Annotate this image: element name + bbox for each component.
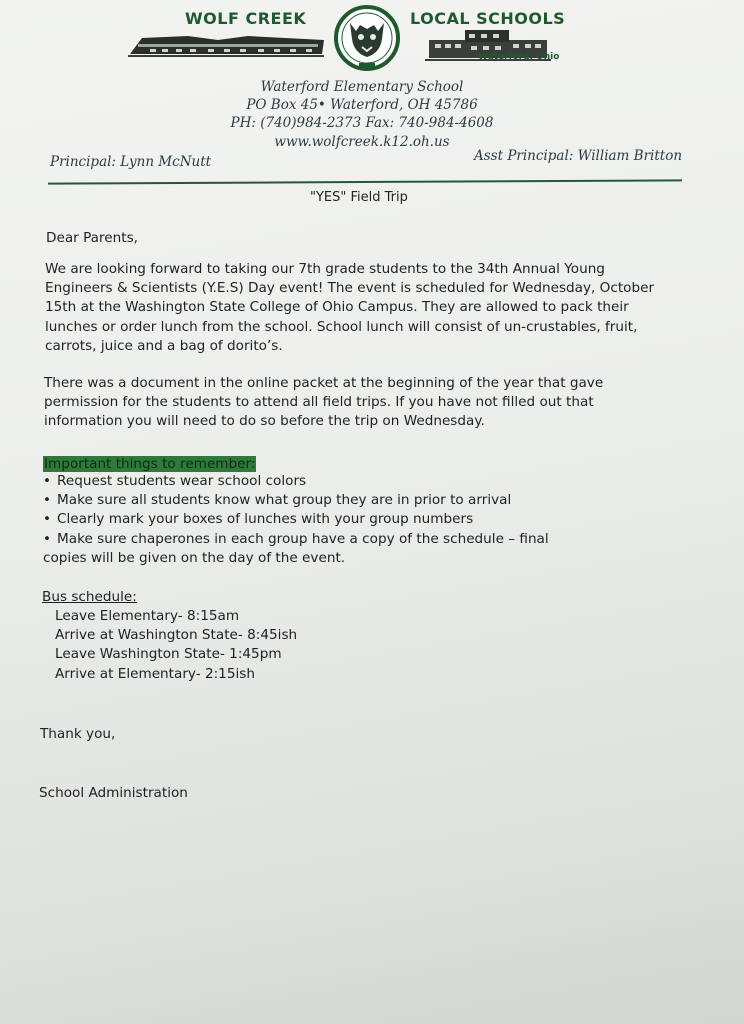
schedule-item: Arrive at Washington State- 8:45ish <box>55 627 298 644</box>
list-item: • Request students wear school colors <box>43 472 549 491</box>
location-tag: Waterford, Ohio <box>478 52 560 62</box>
district-name-left: WOLF CREEK <box>185 9 307 28</box>
asst-principal-name: Asst Principal: William Britton <box>474 148 683 164</box>
closing: Thank you, <box>40 726 116 742</box>
list-item: • Make sure chaperones in each group have a copy of the schedule – final <box>43 530 549 549</box>
paragraph-line: permission for the students to attend all field trips. If you have not filled out that <box>44 394 594 411</box>
paragraph-line: information you will need to do so before the trip on Wednesday. <box>44 413 485 430</box>
paragraph-event <box>45 260 654 356</box>
school-name: Waterford Elementary School <box>260 79 464 95</box>
header-divider <box>48 179 682 184</box>
greeting: Dear Parents, <box>46 230 138 246</box>
remember-heading: Important things to remember: <box>44 456 256 472</box>
bus-schedule-heading: Bus schedule: <box>42 589 137 605</box>
wildcat-logo <box>324 5 410 71</box>
paragraph-line: Engineers & Scientists (Y.E.S) Day event! The event is scheduled for Wednesday, October <box>45 280 655 297</box>
signature: School Administration <box>39 785 188 801</box>
paragraph-line: We are looking forward to taking our 7th grade students to the 34th Annual Young <box>45 261 605 277</box>
paragraph-line: carrots, juice and a bag of dorito’s. <box>45 337 283 354</box>
school-website: www.wolfcreek.k12.oh.us <box>274 134 450 150</box>
paragraph-line: There was a document in the online packet at the beginning of the year that gave <box>44 375 604 391</box>
paragraph-line: lunches or order lunch from the school. School lunch will consist of un-crustables, fruit, <box>45 318 638 335</box>
phone-fax: PH: (740)984-2373 Fax: 740-984-4608 <box>230 115 494 131</box>
schedule-item: Arrive at Elementary- 2:15ish <box>55 665 255 682</box>
principal-name: Principal: Lynn McNutt <box>50 154 212 170</box>
schedule-item: Leave Washington State- 1:45pm <box>55 646 282 663</box>
district-name-right: LOCAL SCHOOLS <box>410 9 566 28</box>
school-building-left-image <box>128 24 324 58</box>
list-item: • Make sure all students know what group they are in prior to arrival <box>43 491 549 510</box>
letter-title: "YES" Field Trip <box>310 190 408 205</box>
bus-schedule-list <box>55 607 297 684</box>
reminder-list <box>43 472 549 568</box>
list-item: • Clearly mark your boxes of lunches with your group numbers <box>43 510 549 529</box>
school-address: PO Box 45• Waterford, OH 45786 <box>246 97 478 113</box>
list-item-continuation: copies will be given on the day of the event. <box>43 549 346 566</box>
paragraph-line: 15th at the Washington State College of Ohio Campus. They are allowed to pack their <box>45 299 629 316</box>
schedule-item: Leave Elementary- 8:15am <box>55 608 240 624</box>
paragraph-permission <box>44 374 603 432</box>
